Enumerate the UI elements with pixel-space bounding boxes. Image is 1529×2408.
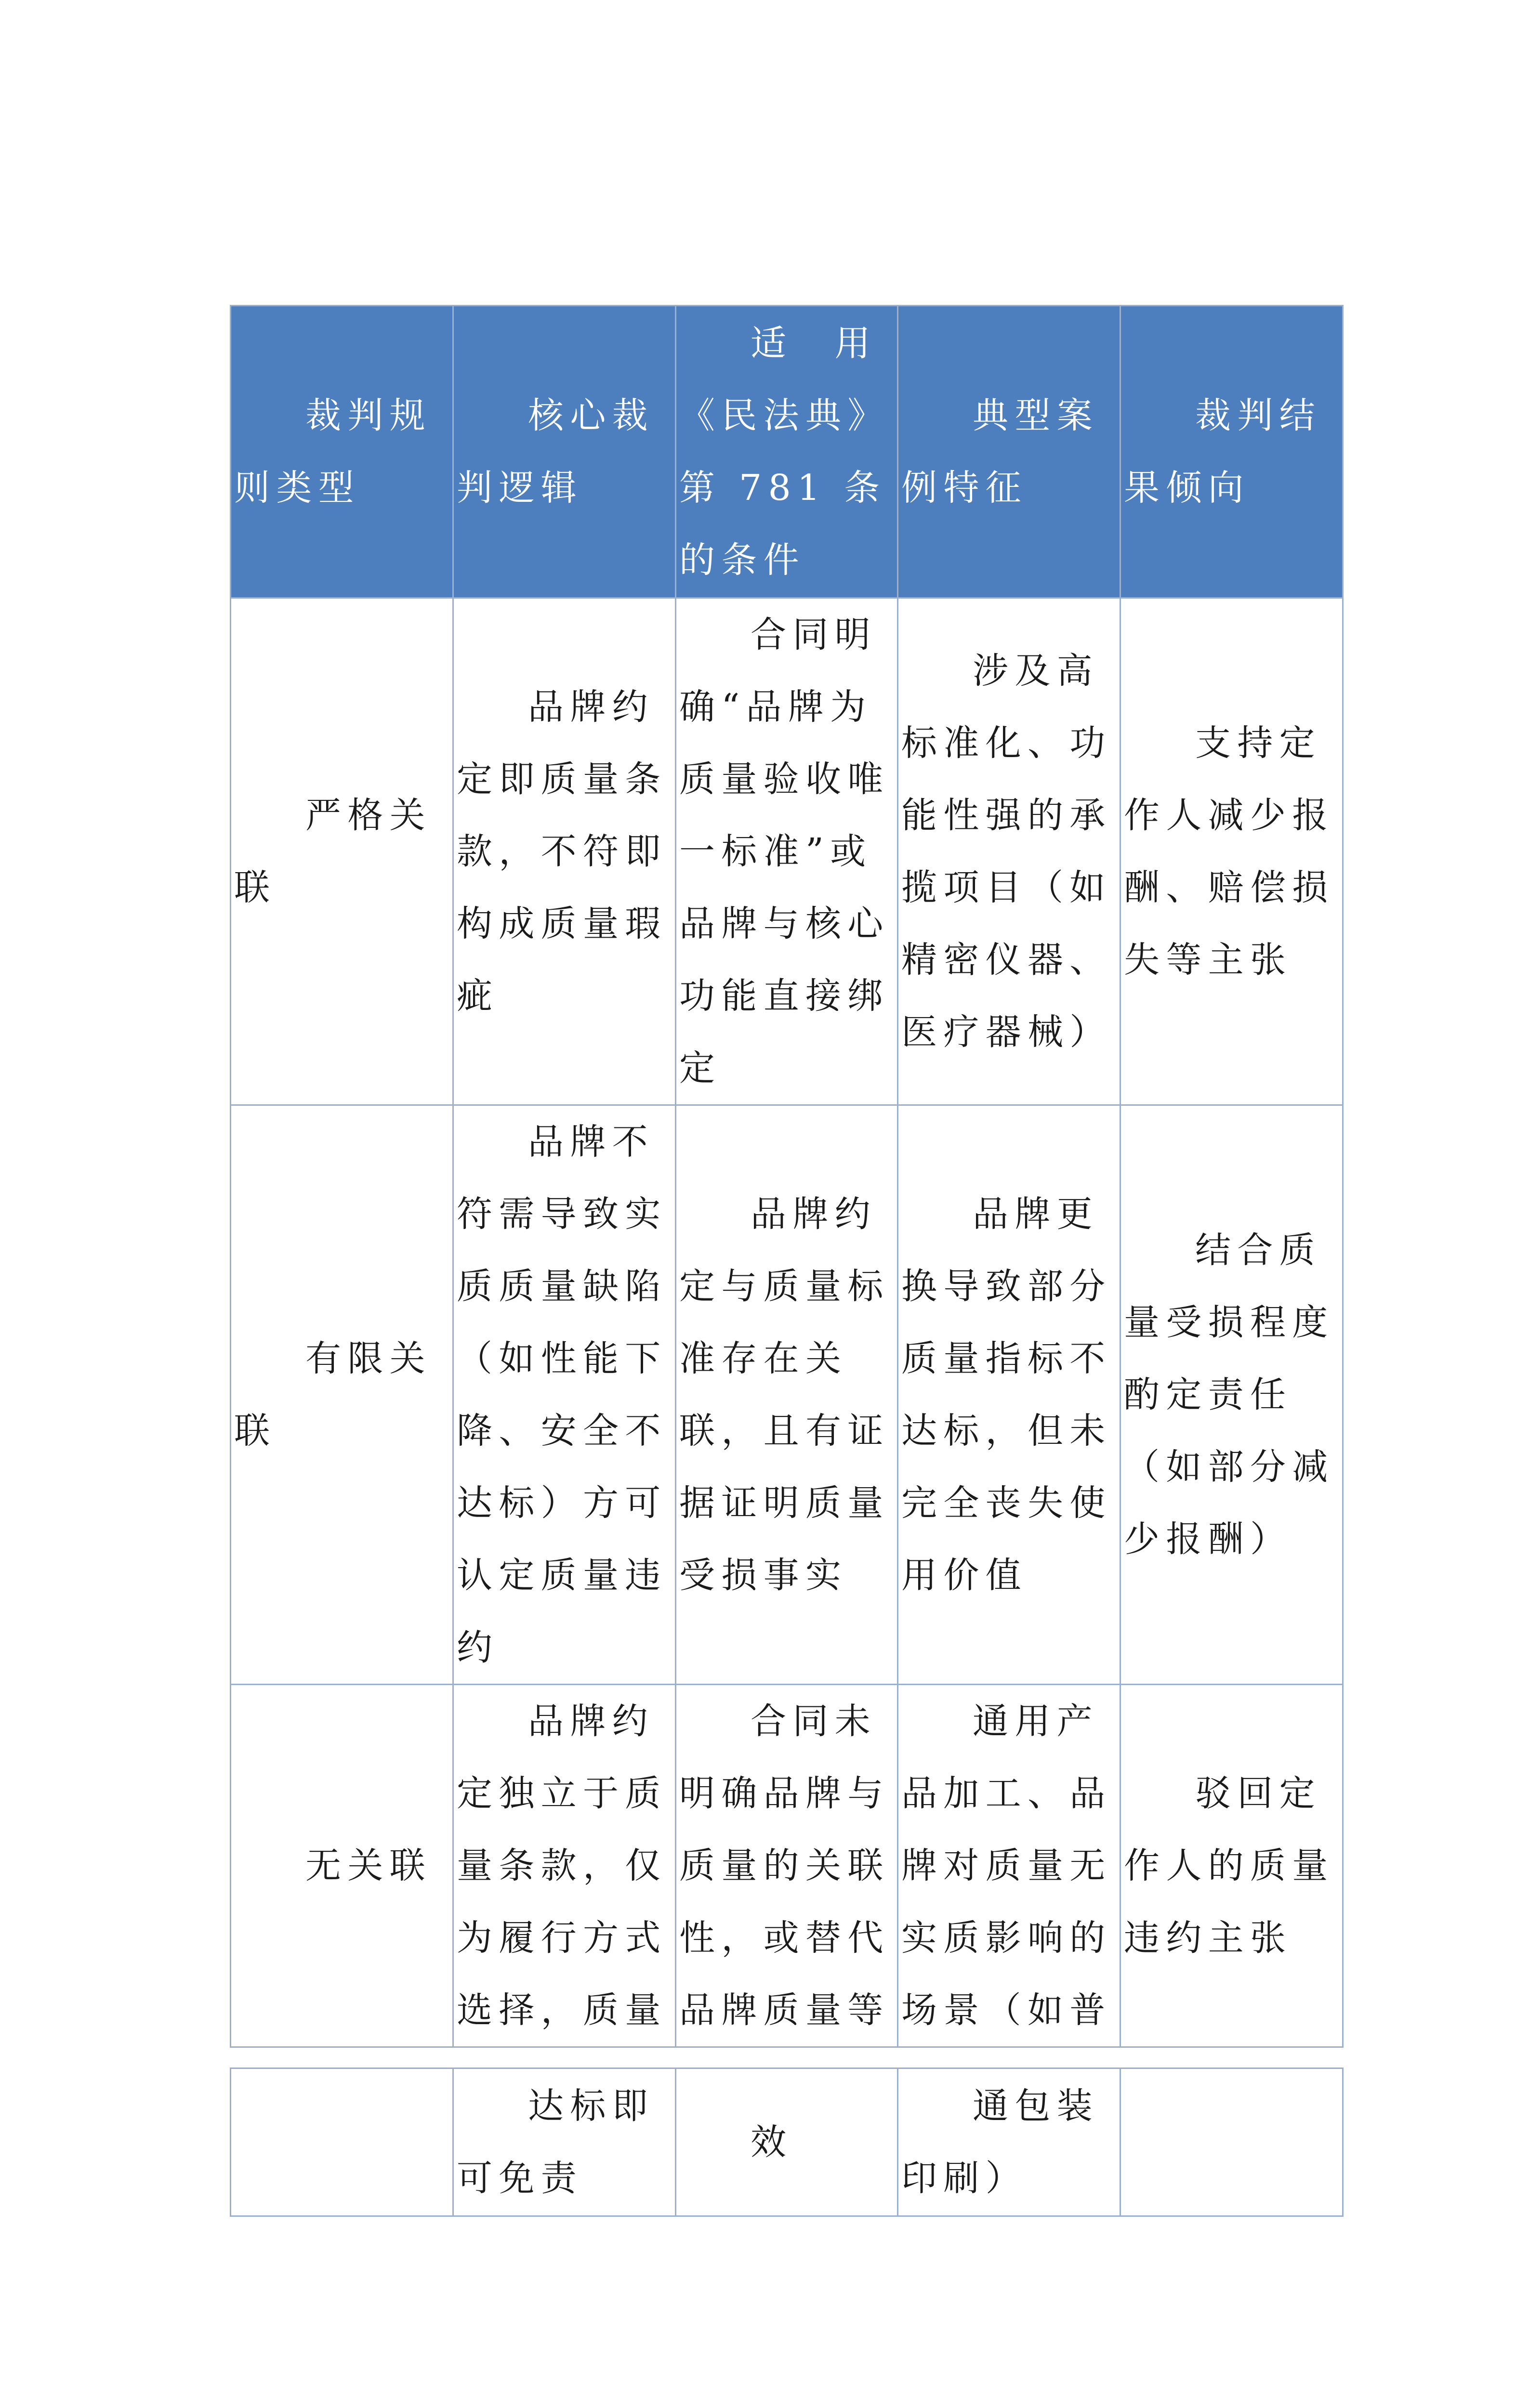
cell-typical-case: 通包装印刷）: [898, 2068, 1120, 2216]
table-row: [231, 1685, 1343, 2047]
cell-applicable-condition: 合同明确“品牌为质量验收唯一标准”或品牌与核心功能直接绑定: [676, 598, 898, 1105]
cell-applicable-condition: 品牌约定与质量标准存在关联，且有证据证明质量受损事实: [676, 1105, 898, 1685]
cell-applicable-condition: 合同未明确品牌与质量的关联性，或替代品牌质量等: [676, 1685, 898, 2047]
cell-rule-type: 有限关联: [231, 1105, 453, 1685]
cell-result-tendency: 驳回定作人的质量违约主张: [1120, 1685, 1343, 2047]
cell-result-tendency: [1120, 2068, 1343, 2216]
cell-applicable-condition: 效: [676, 2068, 898, 2216]
judgment-rules-table-continuation: [230, 2068, 1344, 2217]
cell-core-logic: 品牌约定即质量条款，不符即构成质量瑕疵: [453, 598, 676, 1105]
cell-rule-type: 无关联: [231, 1685, 453, 2047]
cell-rule-type: 严格关联: [231, 598, 453, 1105]
cell-core-logic: 品牌不符需导致实质质量缺陷（如性能下降、安全不达标）方可认定质量违约: [453, 1105, 676, 1685]
header-result-tendency: 裁判结果倾向: [1120, 306, 1343, 598]
header-core-logic: 核心裁判逻辑: [453, 306, 676, 598]
cell-rule-type: [231, 2068, 453, 2216]
table-header-row: [231, 306, 1343, 598]
cell-result-tendency: 支持定作人减少报酬、赔偿损失等主张: [1120, 598, 1343, 1105]
cell-core-logic: 品牌约定独立于质量条款，仅为履行方式选择，质量: [453, 1685, 676, 2047]
table-row: [231, 598, 1343, 1105]
cell-typical-case: 通用产品加工、品牌对质量无实质影响的场景（如普: [898, 1685, 1120, 2047]
judgment-rules-table: [230, 305, 1344, 2048]
cell-core-logic: 达标即可免责: [453, 2068, 676, 2216]
table-row: [231, 2068, 1343, 2216]
cell-typical-case: 涉及高标准化、功能性强的承揽项目（如精密仪器、医疗器械）: [898, 598, 1120, 1105]
table-row: [231, 1105, 1343, 1685]
header-rule-type: 裁判规则类型: [231, 306, 453, 598]
header-applicable-condition: 适 用《民法典》第 781 条的条件: [676, 306, 898, 598]
cell-typical-case: 品牌更换导致部分质量指标不达标，但未完全丧失使用价值: [898, 1105, 1120, 1685]
cell-result-tendency: 结合质量受损程度酌定责任（如部分减少报酬）: [1120, 1105, 1343, 1685]
header-typical-case: 典型案例特征: [898, 306, 1120, 598]
